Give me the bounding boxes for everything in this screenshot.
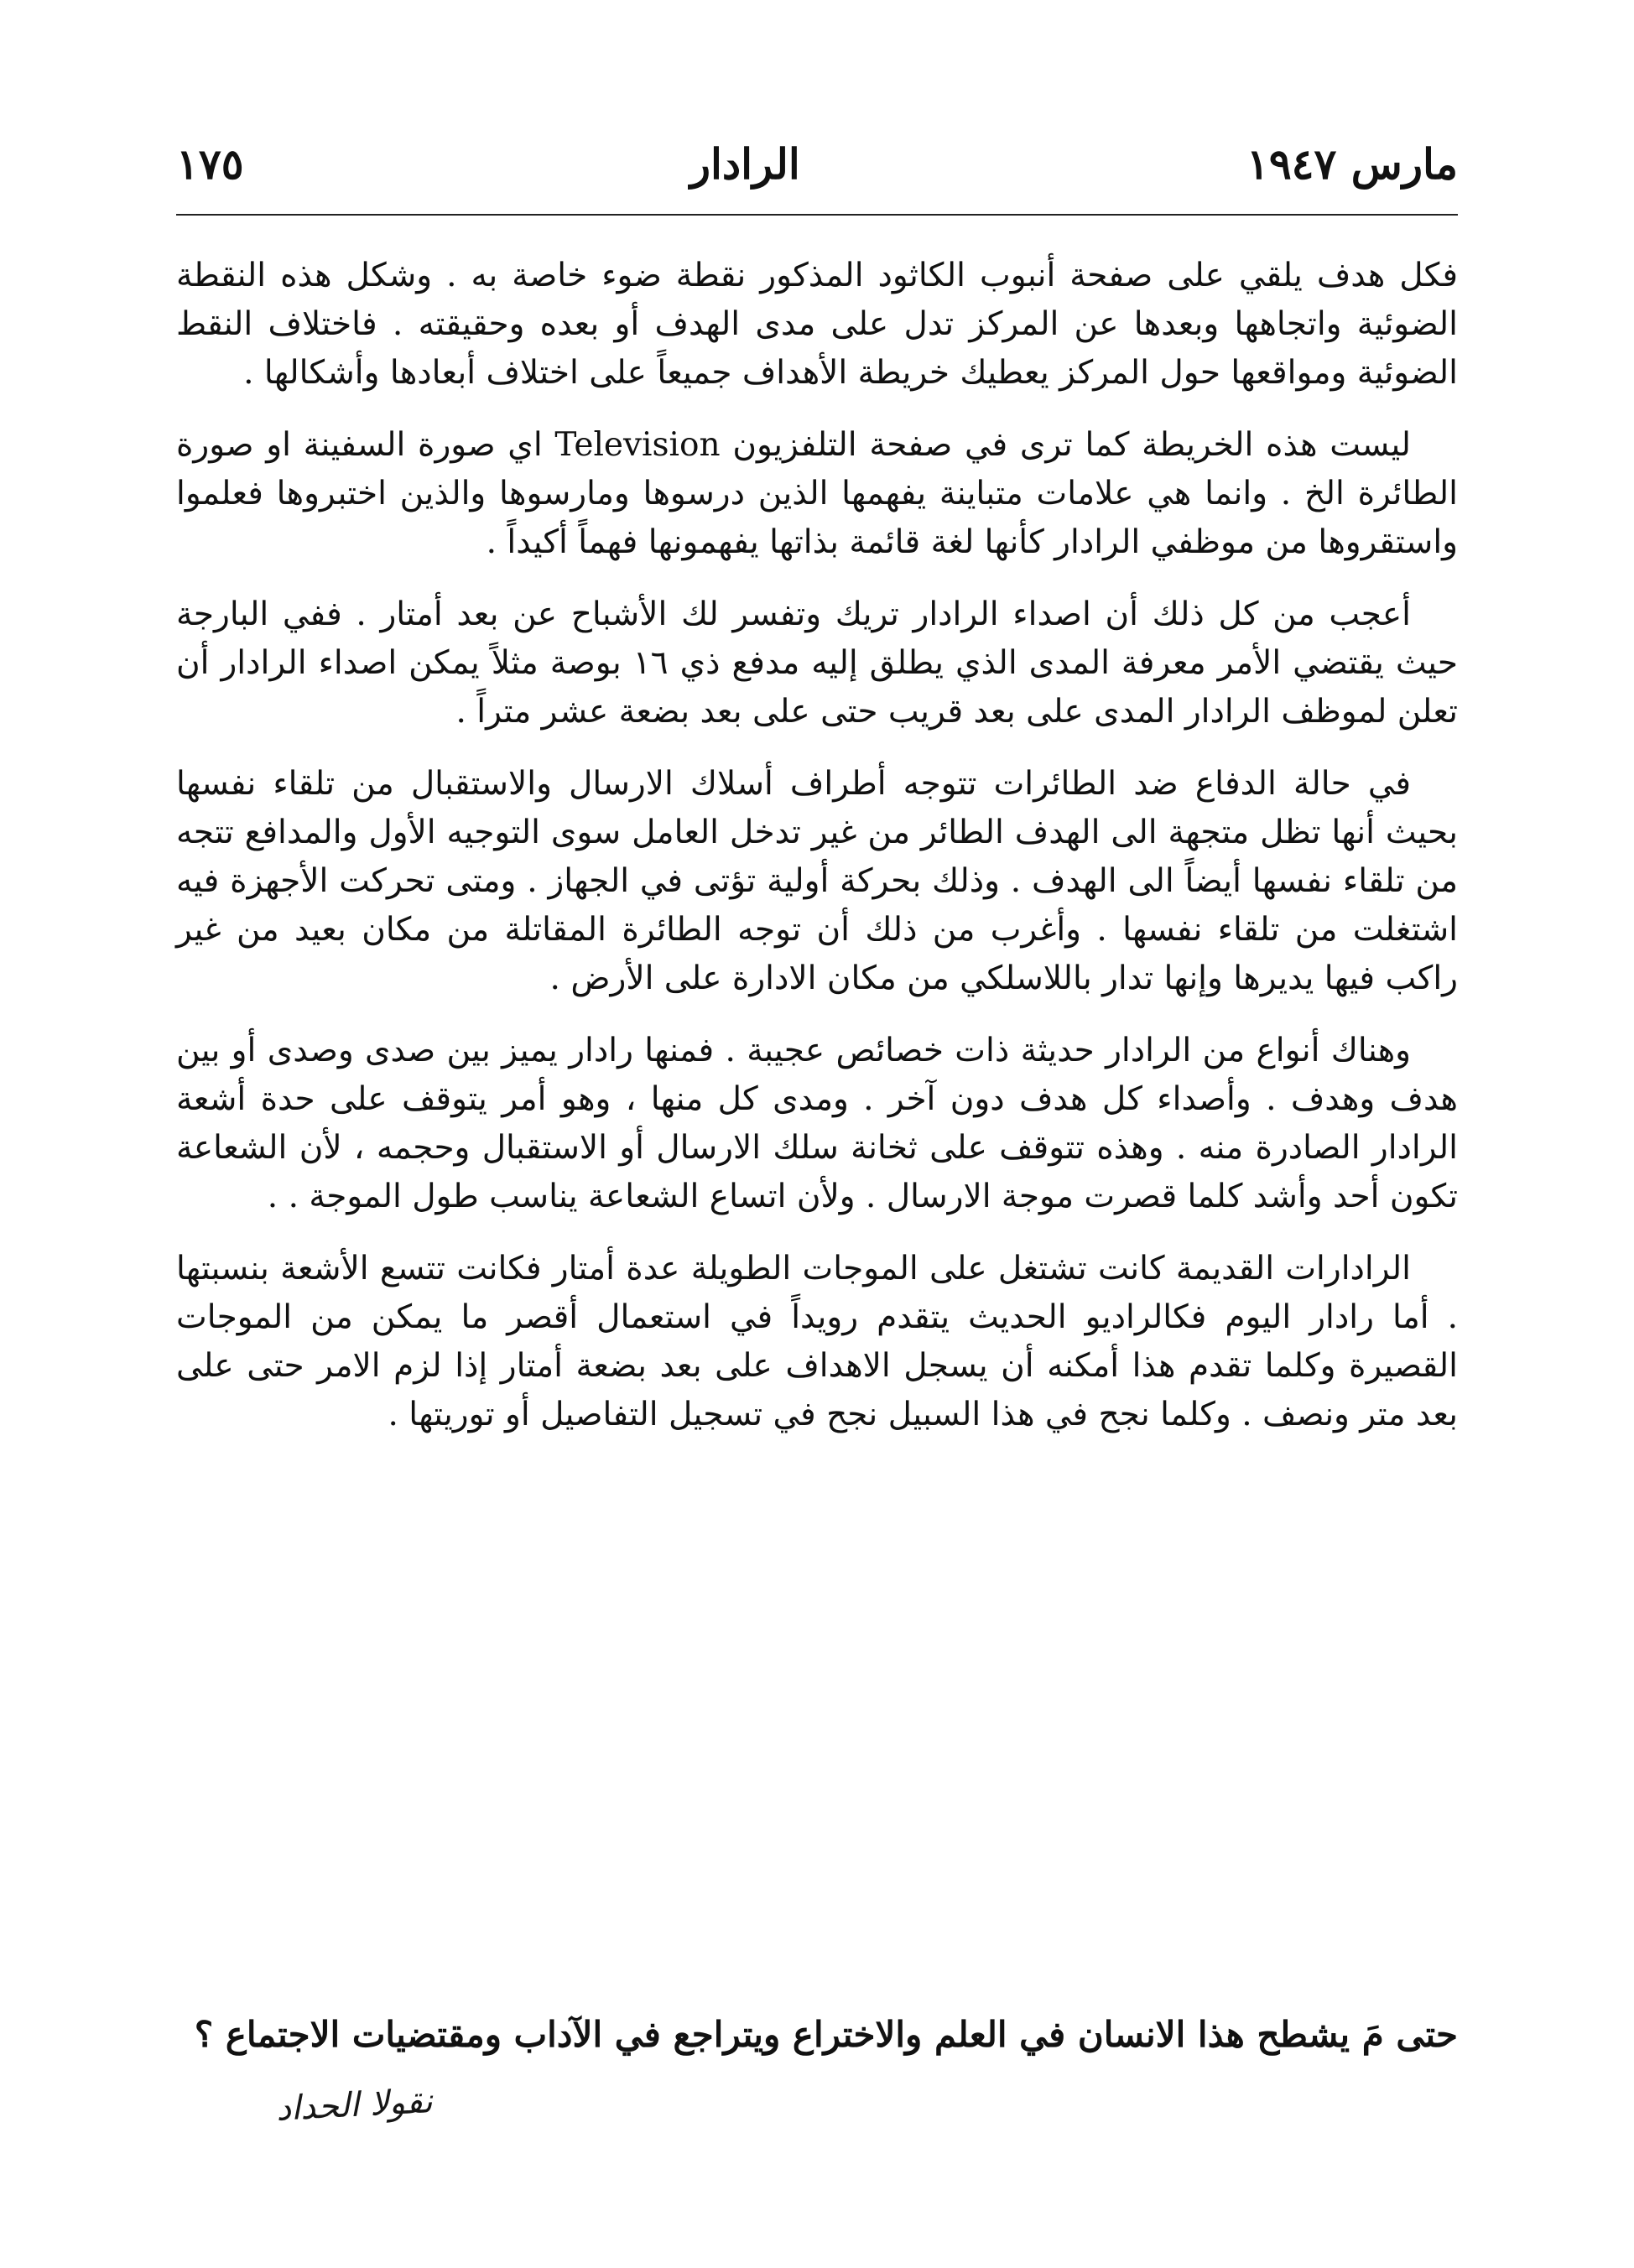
page-header xyxy=(176,126,1458,201)
paragraph-3: أعجب من كل ذلك أن اصداء الرادار تريك وتفسر لك الأشباح عن بعد أمتار . ففي البارجة حيث يقتضي الأمر معرفة المدى الذي يطلق إليه مدفع ذي ١٦ بوصة مثلاً يمكن اصداء الرادار أن تعلن لموظف الرادار المدى على بعد قريب حتى على بعد بضعة عشر متراً . xyxy=(176,596,1458,731)
header-rule xyxy=(176,214,1458,216)
paragraph-4: في حالة الدفاع ضد الطائرات تتوجه أطراف أسلاك الارسال والاستقبال من تلقاء نفسها بحيث أنها تظل متجهة الى الهدف الطائر من غير تدخل العامل سوى التوجيه الأول والمدافع تتجه من تلقاء نفسها أيضاً الى الهدف . وذلك بحركة أولية تؤتى في الجهاز . ومتى تحركت الأجهزة فيه اشتغلت من تلقاء نفسها . وأغرب من ذلك أن توجه الطائرة المقاتلة من مكان بعيد من غير راكب فيها يديرها وإنها تدار باللاسلكي من مكان الادارة على الأرض . xyxy=(176,765,1458,997)
paragraph-2: ليست هذه الخريطة كما ترى في صفحة التلفزيون Television اي صورة السفينة او صورة الطائرة الخ . وانما هي علامات متباينة يفهمها الذين درسوها ومارسوها والذين اختبروها فعلموا واستقروها من موظفي الرادار كأنها لغة قائمة بذاتها يفهمونها فهماً أكيداً . xyxy=(176,426,1458,561)
paragraph-5: وهناك أنواع من الرادار حديثة ذات خصائص عجيبة . فمنها رادار يميز بين صدى وصدى أو بين هدف وهدف . وأصداء كل هدف دون آخر . ومدى كل منها ، وهو أمر يتوقف على حدة أشعة الرادار الصادرة منه . وهذه تتوقف على ثخانة سلك الارسال أو الاستقبال وحجمه ، لأن الشعاعة تكون أحد وأشد كلما قصرت موجة الارسال . ولأن اتساع الشعاعة يناسب طول الموجة . . xyxy=(176,1032,1458,1215)
paragraph-1: فكل هدف يلقي على صفحة أنبوب الكاثود المذكور نقطة ضوء خاصة به . وشكل هذه النقطة الضوئية واتجاهها وبعدها عن المركز تدل على مدى الهدف أو بعده وحقيقته . فاختلاف النقط الضوئية ومواقعها حول المركز يعطيك خريطة الأهداف جميعاً على اختلاف أبعادها وأشكالها . xyxy=(176,257,1458,392)
author-signature: نقولا الحداد xyxy=(274,2082,434,2129)
paragraph-6: الرادارات القديمة كانت تشتغل على الموجات الطويلة عدة أمتار فكانت تتسع الأشعة بنسبتها . أما رادار اليوم فكالراديو الحديث يتقدم رويداً في استعمال أقصر ما يمكن من الموجات القصيرة وكلما تقدم هذا أمكنه أن يسجل الاهداف على بعد بضعة أمتار إذا لزم الامر حتى على بعد متر ونصف . وكلما نجح في هذا السبيل نجح في تسجيل التفاصيل أو توريتها . xyxy=(176,1250,1458,1433)
publication-date: مارس ١٩٤٧ xyxy=(1246,138,1458,189)
closing-question: حتى مَ يشطح هذا الانسان في العلم والاختراع ويتراجع في الآداب ومقتضيات الاجتماع ؟ xyxy=(194,2014,1458,2055)
page-number: ١٧٥ xyxy=(176,138,244,189)
running-title: الرادار xyxy=(690,138,800,189)
article-body xyxy=(176,252,1458,1463)
